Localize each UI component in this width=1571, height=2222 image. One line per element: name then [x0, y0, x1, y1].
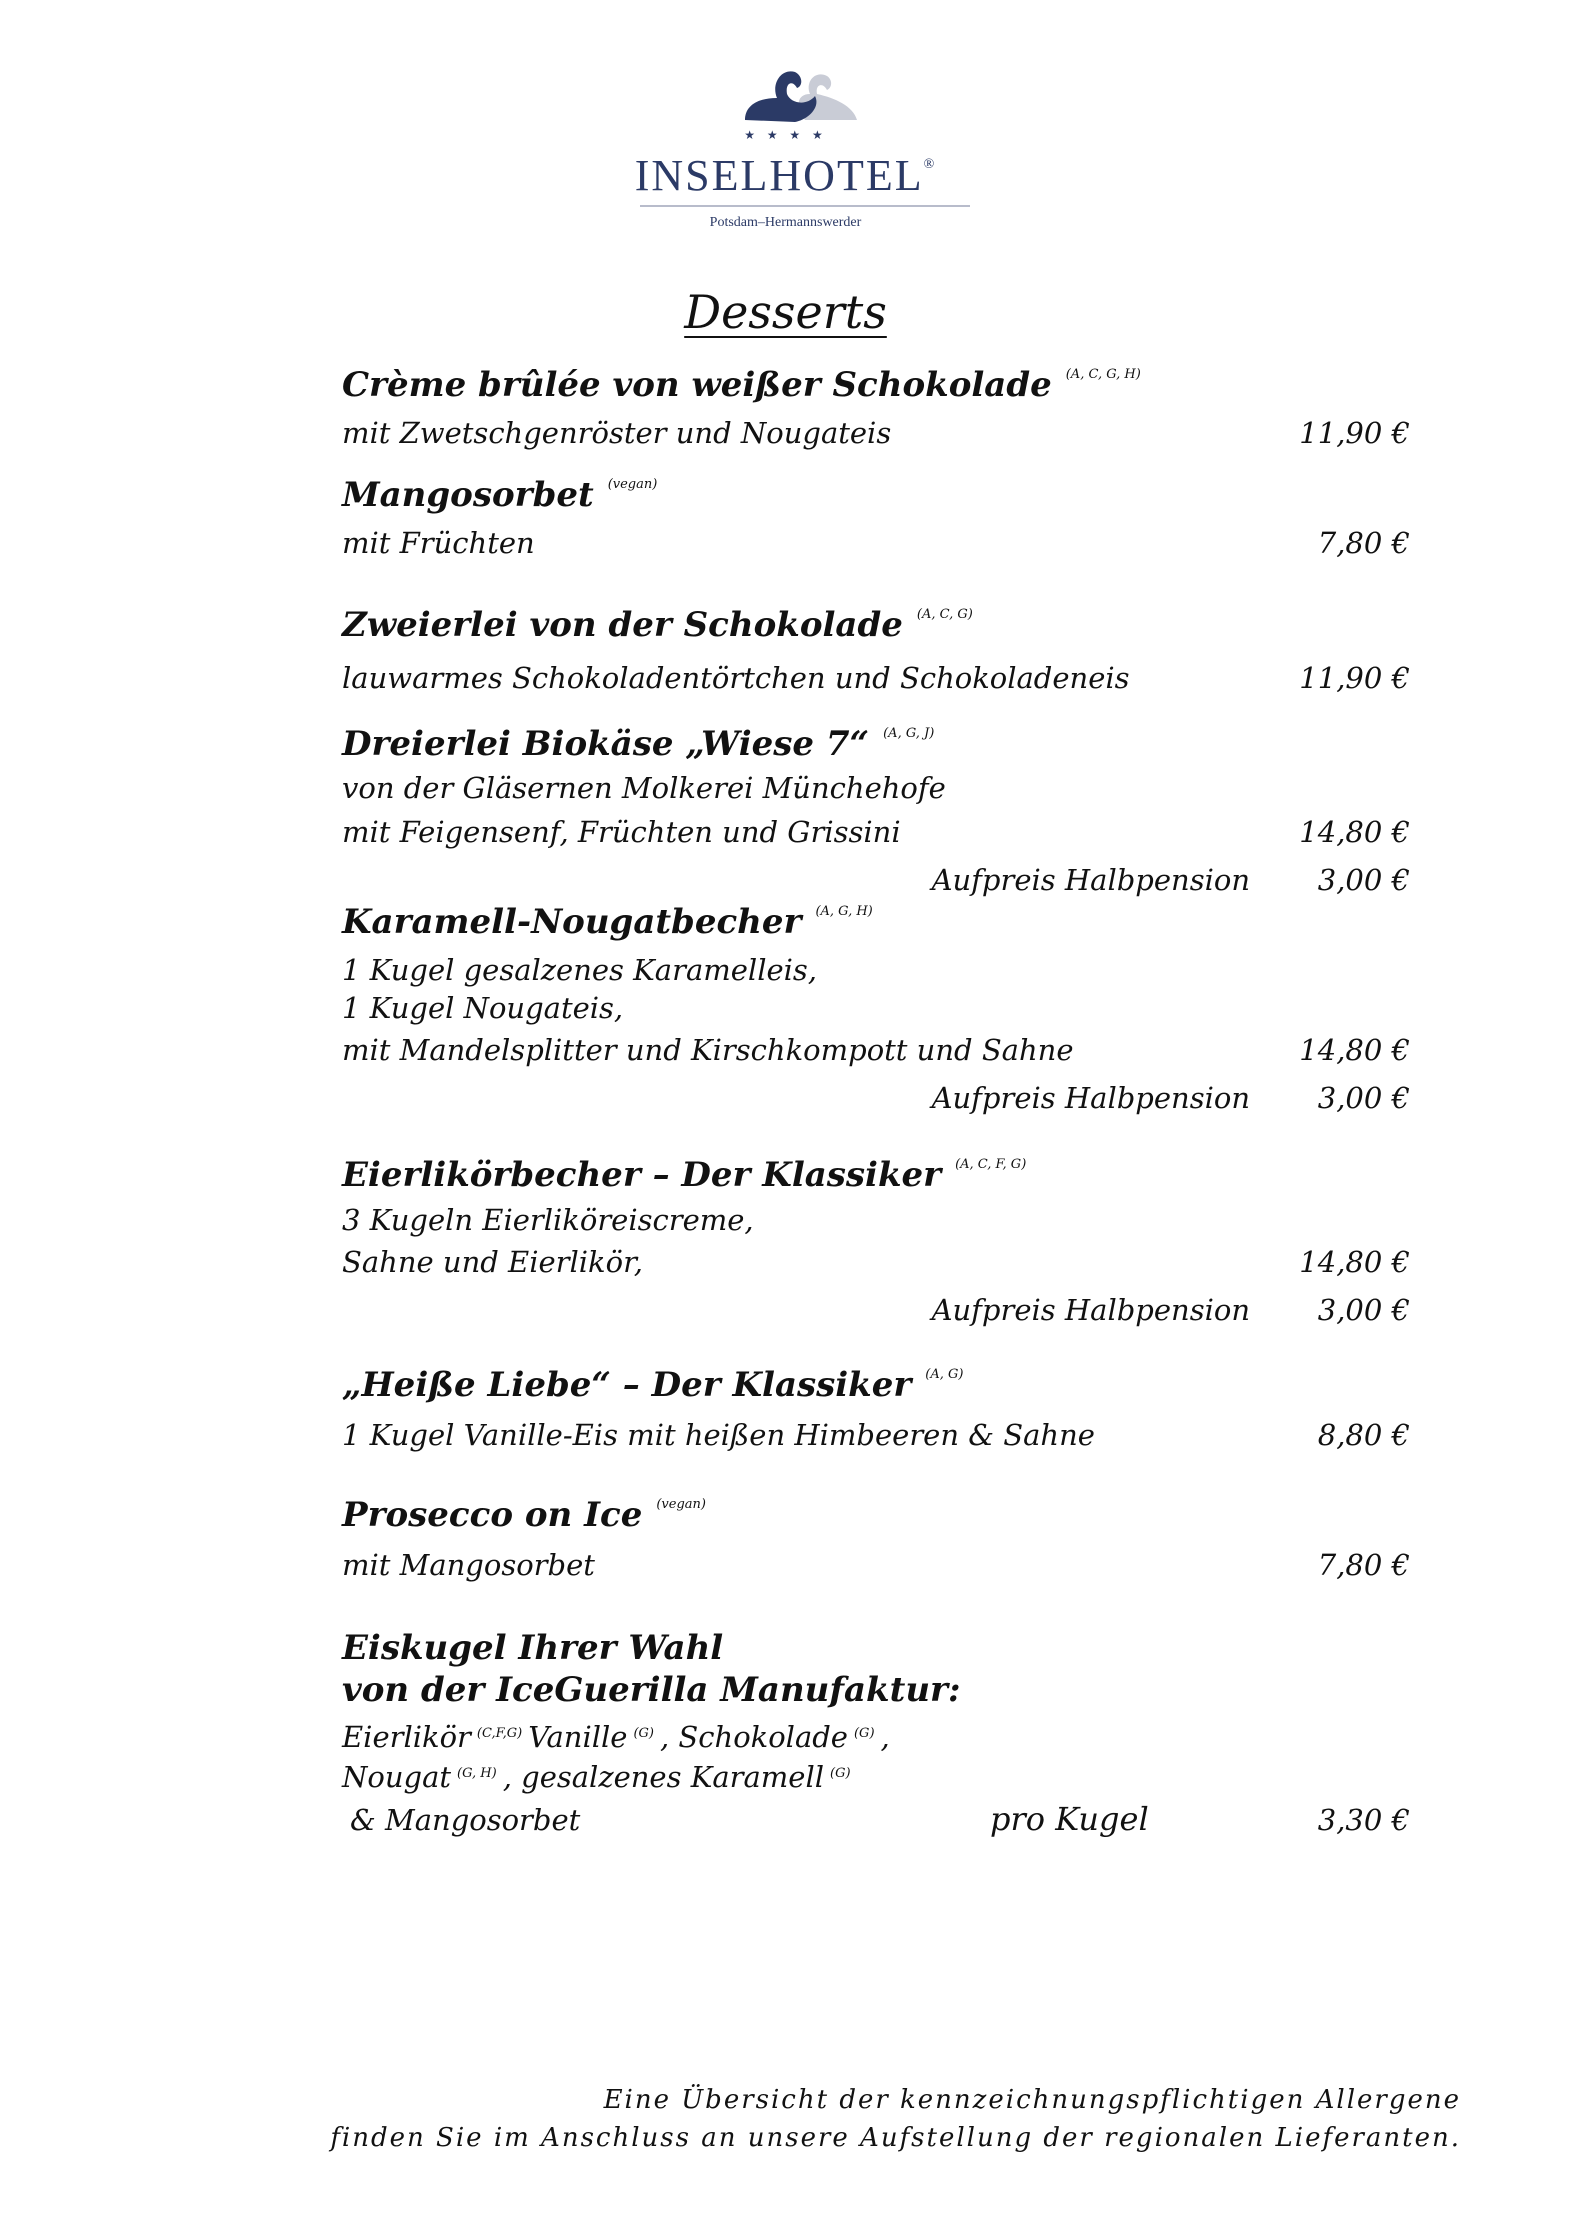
flavor-allergens: (C,F,G): [476, 1726, 523, 1741]
supplement-price: 3,00 €: [1317, 1081, 1410, 1115]
dish-title: Karamell-Nougatbecher: [342, 902, 802, 942]
supplement-price: 3,00 €: [1317, 1293, 1410, 1327]
dish-description: 1 Kugel Vanille-Eis mit heißen Himbeeren & Sahne: [342, 1418, 1095, 1452]
allergen-note: (A, G, J): [883, 726, 935, 741]
dish-title: Prosecco on Ice: [342, 1495, 643, 1535]
dish-name: [342, 605, 973, 645]
icecream-last-flavor: & Mangosorbet: [350, 1803, 581, 1837]
allergen-footnote-line2: finden Sie im Anschluss an unsere Aufstellung der regionalen Lieferanten.: [330, 2123, 1461, 2153]
icecream-subtitle: von der IceGuerilla Manufaktur:: [342, 1670, 961, 1710]
dish-title: „Heiße Liebe“ – Der Klassiker: [342, 1365, 912, 1405]
dish-description: mit Mandelsplitter und Kirschkompott und Sahne: [342, 1033, 1074, 1067]
supplement-price: 3,00 €: [1317, 863, 1410, 897]
allergen-note: (A, C, G): [916, 607, 973, 622]
flavor-name: Nougat: [342, 1760, 452, 1794]
dish-name: [342, 1365, 963, 1405]
logo-divider: [640, 205, 970, 207]
allergen-note: (A, G, H): [815, 904, 873, 919]
flavor-name: Schokolade: [678, 1720, 848, 1754]
dish-description: 3 Kugeln Eierliköreiscreme,: [342, 1203, 754, 1237]
hotel-logo: [735, 58, 875, 128]
allergen-note: (A, C, G, H): [1065, 367, 1141, 382]
dish-description: mit Früchten: [342, 526, 535, 560]
dish-price: 14,80 €: [1299, 815, 1410, 849]
supplement-label: Aufpreis Halbpension: [931, 863, 1250, 897]
logo-stars: ★ ★ ★ ★: [744, 128, 827, 142]
dish-title: Crème brûlée von weißer Schokolade: [342, 365, 1052, 405]
supplement-label: Aufpreis Halbpension: [931, 1081, 1250, 1115]
dish-title: Zweierlei von der Schokolade: [342, 605, 903, 645]
scoop-price: 3,30 €: [1317, 1803, 1410, 1837]
dish-name: [342, 365, 1141, 405]
flavor-name: Vanille: [528, 1720, 628, 1754]
swan-logo-icon: [735, 58, 875, 128]
dish-title: Mangosorbet: [342, 475, 594, 515]
flavor-allergens: (G): [830, 1766, 851, 1781]
dish-description: 1 Kugel gesalzenes Karamelleis,: [342, 953, 818, 987]
dish-price: 11,90 €: [1299, 661, 1410, 695]
dish-description: lauwarmes Schokoladentörtchen und Schokoladeneis: [342, 661, 1130, 695]
dish-price: 8,80 €: [1317, 1418, 1410, 1452]
menu-title: Desserts: [684, 285, 887, 339]
flavor-name: Eierlikör: [342, 1720, 471, 1754]
icecream-flavors-line2: Nougat $^{(G, H)}$ , gesalzenes Karamell $^{(G)}$: [342, 1760, 851, 1794]
dish-price: 14,80 €: [1299, 1033, 1410, 1067]
flavor-allergens: (G): [853, 1726, 875, 1741]
dish-title: Eierlikörbecher – Der Klassiker: [342, 1155, 942, 1195]
allergen-footnote-line1: Eine Übersicht der kennzeichnungspflichtigen Allergene: [603, 2085, 1461, 2115]
dish-description: mit Mangosorbet: [342, 1548, 595, 1582]
dish-name: [342, 475, 657, 515]
dish-description: mit Feigensenf, Früchten und Grissini: [342, 815, 901, 849]
allergen-note: (vegan): [656, 1497, 706, 1512]
icecream-title: Eiskugel Ihrer Wahl: [342, 1628, 724, 1668]
dish-description: 1 Kugel Nougateis,: [342, 991, 624, 1025]
per-scoop-label: pro Kugel: [990, 1800, 1149, 1838]
registered-mark: ®: [923, 157, 937, 172]
dish-description: mit Zwetschgenröster und Nougateis: [342, 416, 892, 450]
dish-name: [342, 902, 873, 942]
dish-description: Sahne und Eierlikör,: [342, 1245, 643, 1279]
flavor-name: gesalzenes Karamell: [521, 1760, 825, 1794]
dish-price: 7,80 €: [1317, 526, 1410, 560]
hotel-location: Potsdam–Hermannswerder: [709, 215, 862, 230]
dish-name: [342, 1155, 1026, 1195]
flavor-allergens: (G): [633, 1726, 654, 1741]
dish-price: 14,80 €: [1299, 1245, 1410, 1279]
allergen-note: (A, G): [925, 1367, 964, 1382]
dish-name: [342, 724, 934, 764]
hotel-name-text: INSELHOTEL: [634, 151, 924, 200]
dish-price: 7,80 €: [1317, 1548, 1410, 1582]
dish-description: von der Gläsernen Molkerei Münchehofe: [342, 771, 946, 805]
allergen-note: (vegan): [607, 477, 658, 492]
icecream-flavors-line1: Eierlikör $^{(C,F,G)}$ Vanille $^{(G)}$ , Schokolade $^{(G)}$ ,: [342, 1720, 890, 1754]
dish-name: [342, 1495, 706, 1535]
supplement-label: Aufpreis Halbpension: [931, 1293, 1250, 1327]
flavor-allergens: (G, H): [457, 1766, 497, 1781]
dish-title: Dreierlei Biokäse „Wiese 7“: [342, 724, 870, 764]
dish-price: 11,90 €: [1299, 416, 1410, 450]
hotel-name: [0, 150, 1571, 201]
allergen-note: (A, C, F, G): [955, 1157, 1027, 1172]
